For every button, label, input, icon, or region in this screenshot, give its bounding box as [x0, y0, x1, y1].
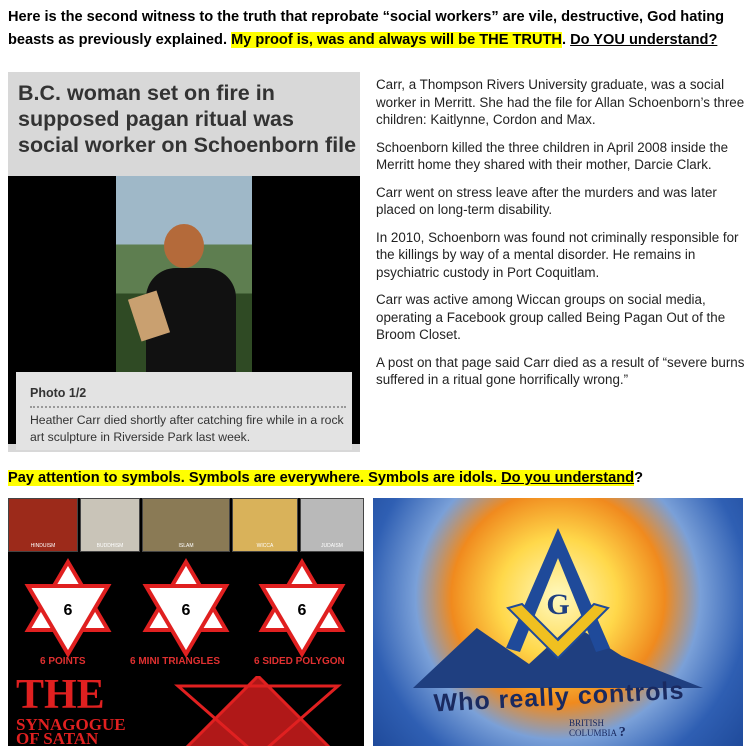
religion-label: BUDDHISM: [96, 543, 124, 549]
religion-label: ISLAM: [178, 543, 194, 549]
emblem-letter: G: [546, 588, 570, 621]
title-of-satan: OF SATAN: [16, 729, 99, 746]
star-number: 6: [63, 602, 73, 619]
star-number: 6: [181, 602, 191, 619]
province-label: [569, 718, 689, 738]
paragraph: Schoenborn killed the three children in April 2008 inside the Merritt home they shared with their mother, Darcie Clark.: [376, 139, 729, 172]
article-headline: B.C. woman set on fire in supposed pagan ritual was social worker on Schoenborn file: [18, 81, 357, 157]
religion-tile: [80, 498, 140, 552]
intro-text: [8, 6, 746, 52]
person-head: [164, 224, 204, 268]
religion-tile: [300, 498, 364, 552]
article-body: [376, 76, 748, 399]
red-star-icon: [158, 676, 358, 746]
province-line1: BRITISH: [569, 718, 605, 728]
intro-question: Do YOU understand?: [570, 32, 718, 48]
paragraph: A post on that page said Carr died as a result of “severe burns suffered in a ritual gone horrifically wrong.”: [376, 354, 745, 387]
province-line2: [569, 725, 689, 740]
photo-caption: Heather Carr died shortly after catching fire while in a rock art sculpture in Riverside Park last week.: [30, 413, 344, 444]
hexagram-icon: [136, 558, 236, 658]
paragraph: Carr was active among Wiccan groups on social media, operating a Facebook group called Being Pagan Out of the Broom Closet.: [376, 292, 726, 342]
paragraph: In 2010, Schoenborn was found not criminally responsible for the killings by way of a mental disorder. He remains in psychiatric custody in Port Coquitlam.: [376, 229, 739, 280]
religion-tile: [142, 498, 230, 552]
star-number: 6: [297, 602, 307, 619]
article-photo: [116, 176, 252, 372]
province-name: COLUMBIA: [569, 728, 617, 738]
religion-label: WICCA: [256, 543, 274, 549]
hexagram-icon: [252, 558, 352, 658]
paragraph: Carr went on stress leave after the murders and was later placed on long-term disability.: [376, 184, 717, 217]
square-compass-icon: [498, 528, 618, 668]
religion-tile: [232, 498, 298, 552]
religion-label: HINDUISM: [30, 543, 56, 549]
religion-tile: [8, 498, 78, 552]
star-label: 6 MINI TRIANGLES: [130, 656, 221, 667]
title-synagogue: SYNAGOGUE: [16, 715, 126, 734]
caption-divider: [30, 406, 346, 408]
intro-part1: Here is the second witness to the truth that reprobate “social workers” are vile, destructive, God hating beasts as previously explained.: [8, 9, 725, 48]
symbols-question: Do you understand: [501, 470, 635, 486]
question-mark: ?: [618, 725, 626, 740]
masonic-image: [373, 498, 743, 746]
photo-label: Photo 1/2: [30, 386, 87, 400]
star-label: 6 SIDED POLYGON: [254, 656, 345, 667]
star-label: 6 POINTS: [40, 656, 86, 667]
symbols-highlight: Pay attention to symbols. Symbols are everywhere. Symbols are idols.: [8, 470, 502, 486]
intro-highlight: My proof is, was and always will be THE TRUTH: [231, 32, 562, 48]
hexagram-icon: [18, 558, 118, 658]
symbols-line: [8, 470, 746, 486]
paragraph: Carr, a Thompson Rivers University graduate, was a social worker in Merritt. She had the file for Allan Schoenborn’s three children: Kaitlynne, Cordon and Max.: [376, 77, 745, 127]
title-the: THE: [16, 672, 105, 718]
synagogue-image: [8, 498, 364, 746]
religion-label: JUDAISM: [321, 543, 343, 549]
tagline: Who really controls: [432, 676, 686, 718]
intro-period: .: [561, 32, 566, 48]
article-card: [8, 72, 360, 452]
symbols-tail: ?: [634, 470, 644, 486]
